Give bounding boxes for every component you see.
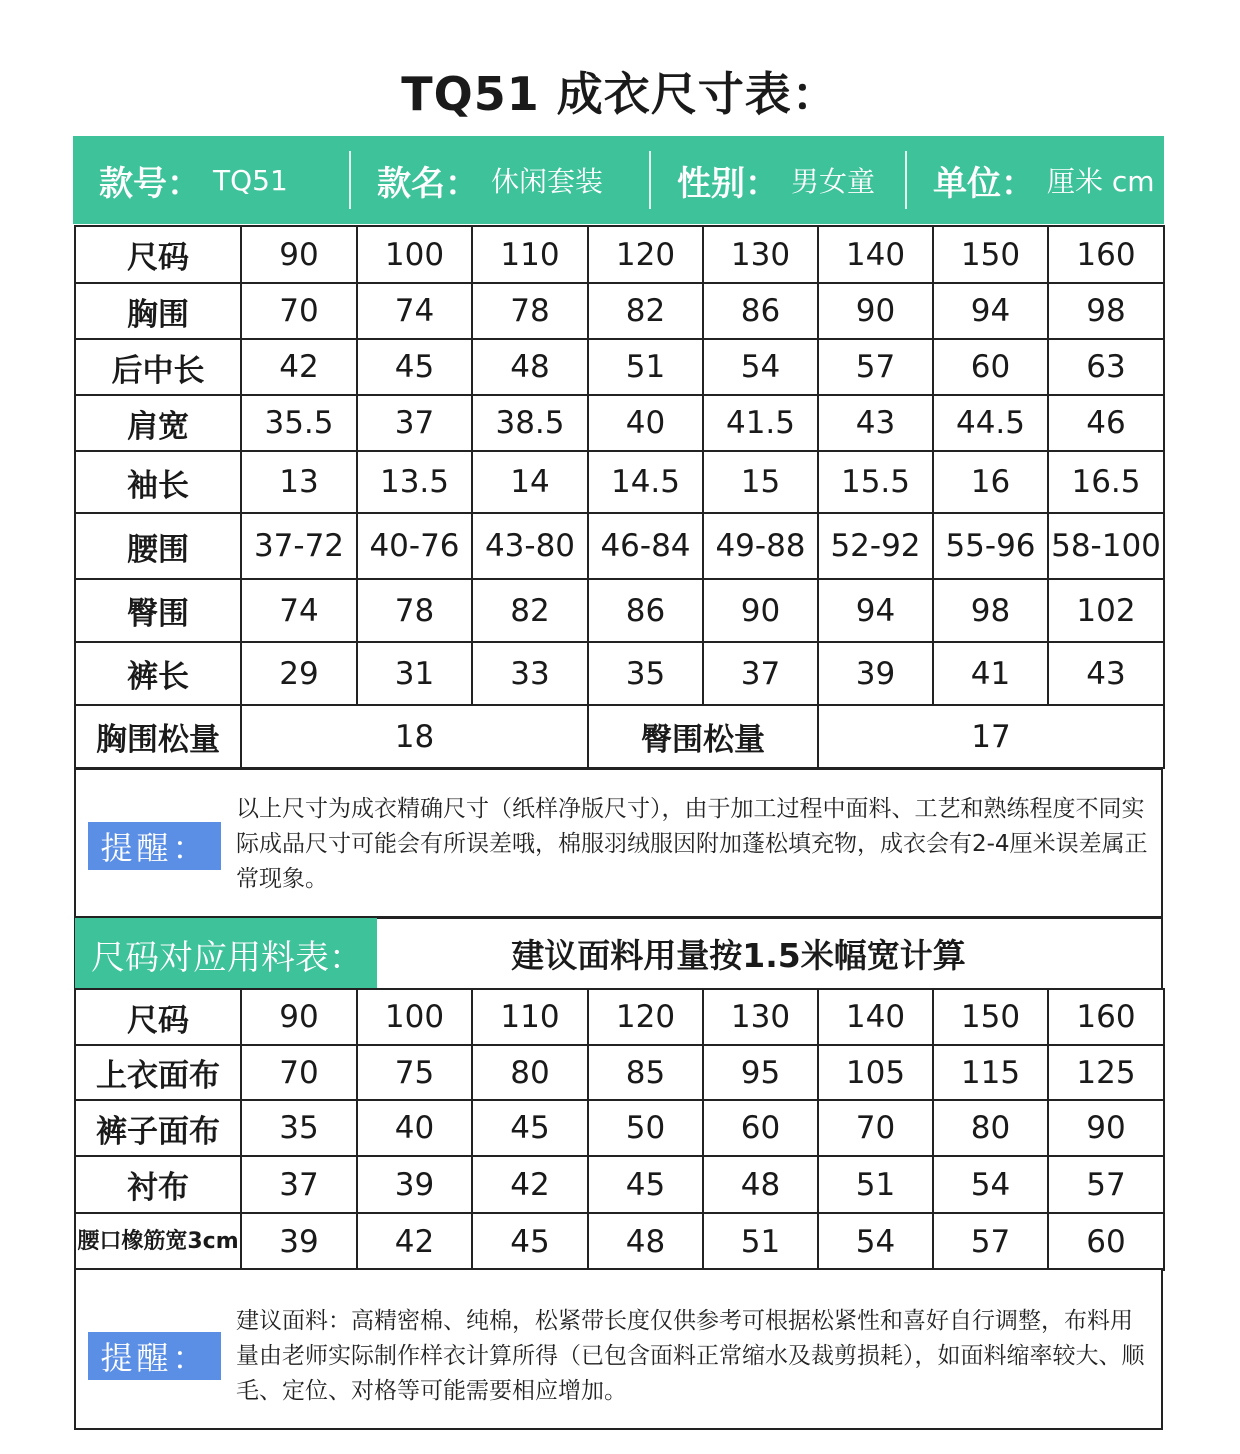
size_table-row: [75, 395, 1164, 451]
table-cell: 45: [472, 1213, 588, 1270]
table-cell: 51: [818, 1156, 933, 1213]
table-cell: 110: [472, 989, 588, 1045]
size_table-row: [75, 339, 1164, 395]
unit-label: 单位：: [933, 163, 1035, 204]
fabric_table-row: [75, 1045, 1164, 1100]
row-label: 臀围: [75, 579, 241, 642]
table-cell: 40: [357, 1100, 472, 1156]
table-cell: 110: [472, 226, 588, 283]
table-cell: 50: [588, 1100, 703, 1156]
table-cell: 48: [588, 1213, 703, 1270]
table-cell: 39: [357, 1156, 472, 1213]
table-cell: 41: [933, 642, 1048, 705]
table-cell: 94: [818, 579, 933, 642]
table-cell: 78: [472, 283, 588, 339]
style-number-label: 款号：: [99, 163, 201, 204]
chest-ease-label: 胸围松量: [75, 705, 241, 768]
size_table-row: [75, 513, 1164, 579]
row-label: 尺码: [75, 989, 241, 1045]
row-label: 后中长: [75, 339, 241, 395]
unit-cell: [905, 151, 1164, 209]
table-cell: 46: [1048, 395, 1164, 451]
table-cell: 90: [818, 283, 933, 339]
table-cell: 58-100: [1048, 513, 1164, 579]
table-cell: 15.5: [818, 451, 933, 513]
table-cell: 80: [933, 1100, 1048, 1156]
table-cell: 85: [588, 1045, 703, 1100]
table-cell: 70: [818, 1100, 933, 1156]
table-cell: 160: [1048, 226, 1164, 283]
table-cell: 80: [472, 1045, 588, 1100]
size_table-row: [75, 451, 1164, 513]
table-cell: 46-84: [588, 513, 703, 579]
table-cell: 140: [818, 226, 933, 283]
reminder-text: 以上尺寸为成衣精确尺寸（纸样净版尺寸），由于加工过程中面料、工艺和熟练程度不同实际成品尺寸可能会有所误差哦，棉服羽绒服因附加蓬松填充物，成衣会有2-4厘米误差属正常现象。: [236, 796, 1148, 892]
fabric-table: [74, 988, 1165, 1271]
table-cell: 45: [588, 1156, 703, 1213]
table-cell: 48: [703, 1156, 818, 1213]
table-cell: 35: [241, 1100, 357, 1156]
fabric_table-row: [75, 989, 1164, 1045]
table-cell: 55-96: [933, 513, 1048, 579]
table-cell: 54: [703, 339, 818, 395]
row-label: 腰口橡筋宽3cm: [75, 1213, 241, 1270]
table-cell: 75: [357, 1045, 472, 1100]
table-cell: 16: [933, 451, 1048, 513]
table-cell: 42: [357, 1213, 472, 1270]
style-name-cell: [349, 151, 649, 209]
chest-ease-value: 18: [241, 705, 588, 768]
unit-value: 厘米 cm: [1047, 165, 1155, 198]
table-cell: 35: [588, 642, 703, 705]
table-cell: 15: [703, 451, 818, 513]
table-cell: 60: [1048, 1213, 1164, 1270]
table-cell: 33: [472, 642, 588, 705]
row-label: 衬布: [75, 1156, 241, 1213]
size_table-row: [75, 642, 1164, 705]
table-cell: 51: [703, 1213, 818, 1270]
page-title: TQ51 成衣尺寸表：: [401, 67, 839, 121]
product-info-bar: [73, 136, 1164, 224]
gender-cell: [649, 151, 905, 209]
table-cell: 48: [472, 339, 588, 395]
table-cell: 60: [933, 339, 1048, 395]
gender-value: 男女童: [791, 165, 876, 198]
table-cell: 45: [472, 1100, 588, 1156]
gender-label: 性别：: [677, 163, 779, 204]
table-cell: 37: [241, 1156, 357, 1213]
table-cell: 57: [818, 339, 933, 395]
table-cell: 57: [933, 1213, 1048, 1270]
table-cell: 150: [933, 989, 1048, 1045]
table-cell: 90: [1048, 1100, 1164, 1156]
fabric-section-header: [74, 917, 1163, 988]
table-cell: 29: [241, 642, 357, 705]
table-cell: 45: [357, 339, 472, 395]
note-box-2: [74, 1268, 1163, 1430]
fabric_table-row: [75, 1156, 1164, 1213]
table-cell: 78: [357, 579, 472, 642]
table-cell: 40: [588, 395, 703, 451]
table-cell: 100: [357, 226, 472, 283]
table-cell: 74: [357, 283, 472, 339]
table-cell: 95: [703, 1045, 818, 1100]
fabric-section-title: 建议面料用量按1.5米幅宽计算: [511, 936, 966, 975]
reminder-text-2: 建议面料：高精密棉、纯棉，松紧带长度仅供参考可根据松紧性和喜好自行调整，布料用量由老师实际制作样衣计算所得（已包含面料正常缩水及裁剪损耗），如面料缩率较大、顺毛、定位、对格等可能需要相应增加。: [236, 1308, 1145, 1404]
table-cell: 16.5: [1048, 451, 1164, 513]
table-cell: 90: [241, 226, 357, 283]
table-cell: 14: [472, 451, 588, 513]
ease-row: [75, 705, 1164, 768]
table-cell: 51: [588, 339, 703, 395]
table-cell: 98: [1048, 283, 1164, 339]
table-cell: 140: [818, 989, 933, 1045]
table-cell: 82: [588, 283, 703, 339]
fabric_table-row: [75, 1213, 1164, 1270]
table-cell: 115: [933, 1045, 1048, 1100]
table-cell: 37-72: [241, 513, 357, 579]
table-cell: 63: [1048, 339, 1164, 395]
row-label: 肩宽: [75, 395, 241, 451]
style-number-value: TQ51: [213, 163, 288, 197]
fabric_table-row: [75, 1100, 1164, 1156]
table-cell: 150: [933, 226, 1048, 283]
table-cell: 43: [818, 395, 933, 451]
hip-ease-value: 17: [818, 705, 1164, 768]
size-table: [74, 225, 1165, 769]
table-cell: 130: [703, 989, 818, 1045]
table-cell: 13.5: [357, 451, 472, 513]
table-cell: 98: [933, 579, 1048, 642]
row-label: 袖长: [75, 451, 241, 513]
table-cell: 60: [703, 1100, 818, 1156]
style-number-cell: [73, 151, 349, 209]
table-cell: 54: [818, 1213, 933, 1270]
table-cell: 57: [1048, 1156, 1164, 1213]
table-cell: 42: [472, 1156, 588, 1213]
table-cell: 100: [357, 989, 472, 1045]
table-cell: 74: [241, 579, 357, 642]
row-label: 胸围: [75, 283, 241, 339]
size_table-row: [75, 226, 1164, 283]
row-label: 尺码: [75, 226, 241, 283]
table-cell: 94: [933, 283, 1048, 339]
table-cell: 40-76: [357, 513, 472, 579]
hip-ease-label: 臀围松量: [588, 705, 818, 768]
table-cell: 37: [703, 642, 818, 705]
table-cell: 49-88: [703, 513, 818, 579]
table-cell: 70: [241, 1045, 357, 1100]
row-label: 裤长: [75, 642, 241, 705]
table-cell: 70: [241, 283, 357, 339]
table-cell: 54: [933, 1156, 1048, 1213]
table-cell: 38.5: [472, 395, 588, 451]
table-cell: 82: [472, 579, 588, 642]
style-name-label: 款名：: [377, 163, 479, 204]
table-cell: 31: [357, 642, 472, 705]
table-cell: 90: [703, 579, 818, 642]
reminder-badge: 提醒：: [88, 822, 221, 870]
table-cell: 13: [241, 451, 357, 513]
note-box-1: [74, 768, 1163, 918]
table-cell: 43-80: [472, 513, 588, 579]
table-cell: 125: [1048, 1045, 1164, 1100]
row-label: 腰围: [75, 513, 241, 579]
table-cell: 37: [357, 395, 472, 451]
table-cell: 86: [703, 283, 818, 339]
table-cell: 41.5: [703, 395, 818, 451]
table-cell: 86: [588, 579, 703, 642]
table-cell: 39: [241, 1213, 357, 1270]
row-label: 上衣面布: [75, 1045, 241, 1100]
table-cell: 35.5: [241, 395, 357, 451]
table-cell: 52-92: [818, 513, 933, 579]
table-cell: 105: [818, 1045, 933, 1100]
style-name-value: 休闲套装: [491, 165, 604, 198]
table-cell: 102: [1048, 579, 1164, 642]
size_table-row: [75, 283, 1164, 339]
table-cell: 130: [703, 226, 818, 283]
table-cell: 39: [818, 642, 933, 705]
table-cell: 14.5: [588, 451, 703, 513]
table-cell: 43: [1048, 642, 1164, 705]
table-cell: 160: [1048, 989, 1164, 1045]
table-cell: 120: [588, 226, 703, 283]
table-cell: 42: [241, 339, 357, 395]
row-label: 裤子面布: [75, 1100, 241, 1156]
table-cell: 90: [241, 989, 357, 1045]
size_table-row: [75, 579, 1164, 642]
table-cell: 44.5: [933, 395, 1048, 451]
reminder-badge-2: 提醒：: [88, 1332, 221, 1380]
fabric-section-label: 尺码对应用料表：: [75, 918, 377, 990]
table-cell: 120: [588, 989, 703, 1045]
